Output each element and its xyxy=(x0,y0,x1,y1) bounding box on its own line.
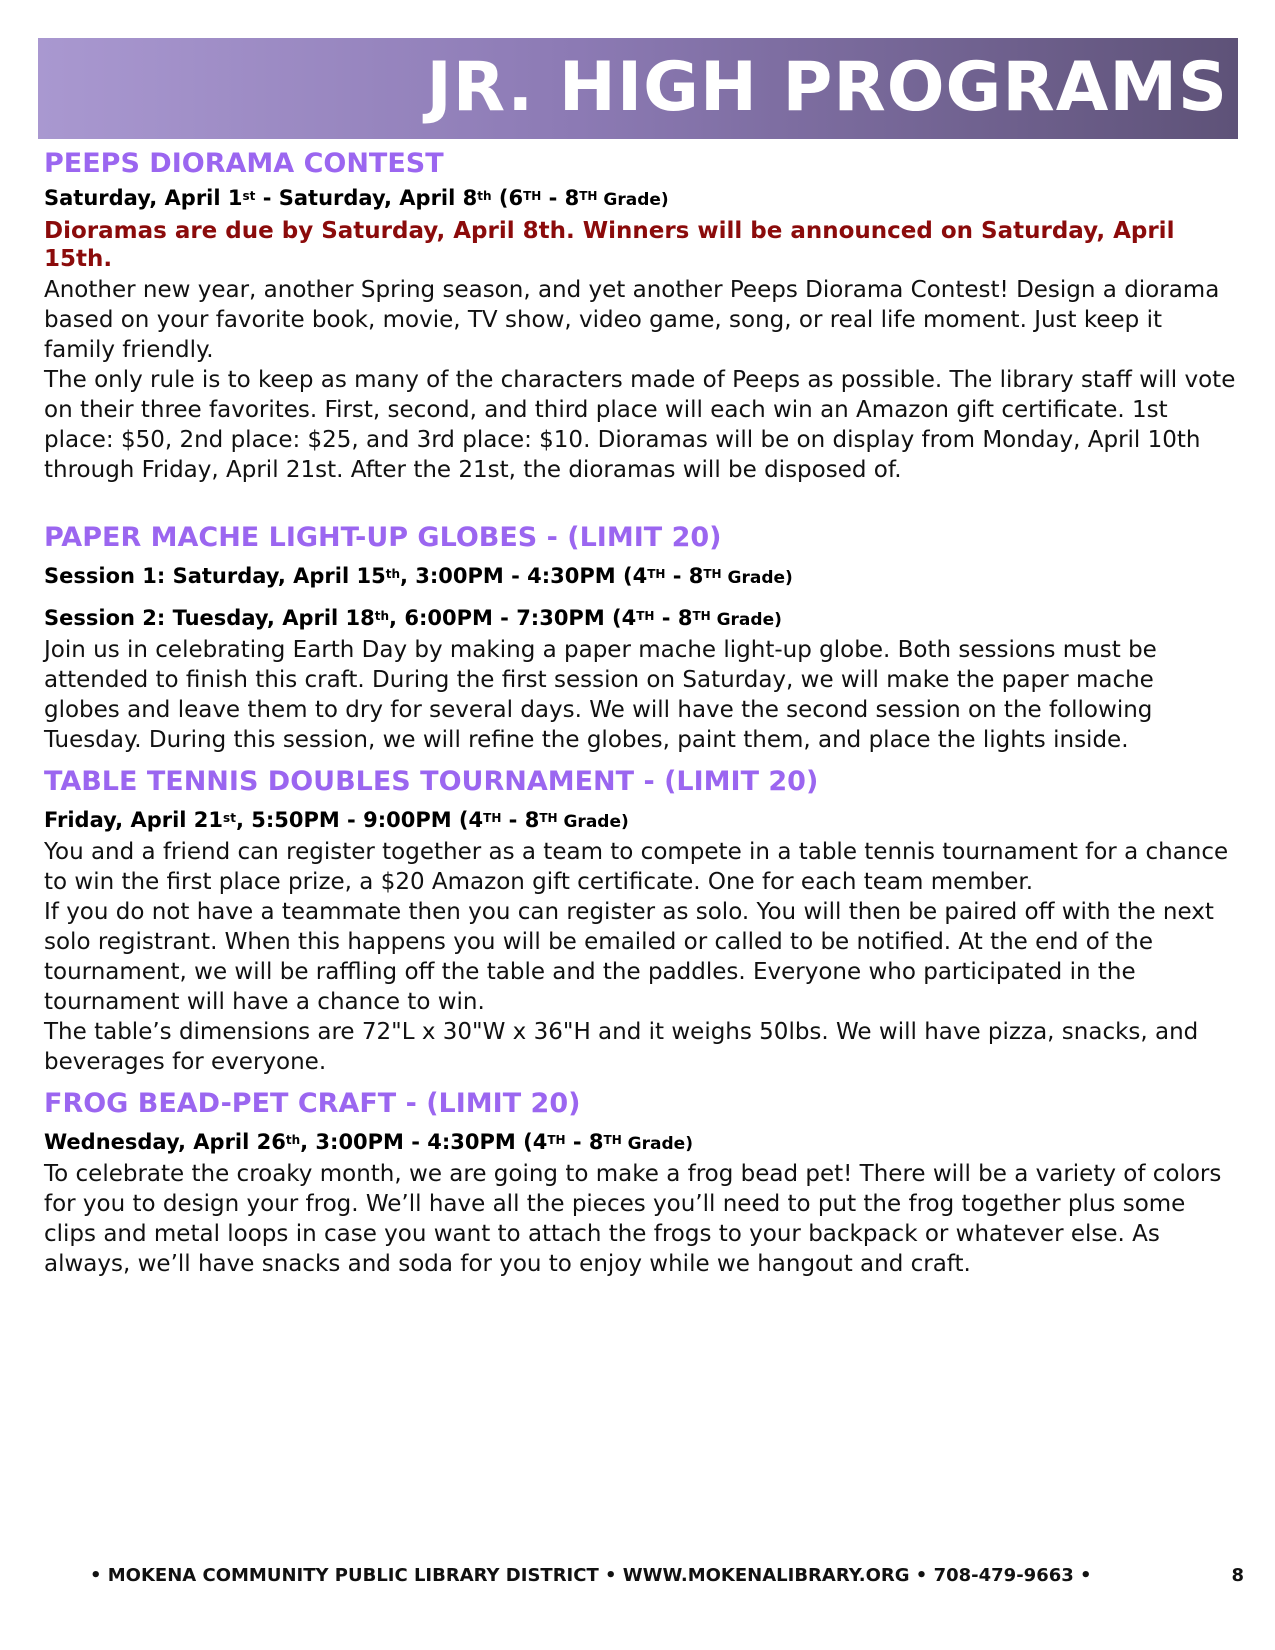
date-text: - Saturday, April 8 xyxy=(255,186,478,210)
header-banner xyxy=(38,38,1238,139)
date-text: Saturday, April 1 xyxy=(44,186,243,210)
section-table-tennis xyxy=(44,765,1236,1077)
date-text: , 3:00PM - 4:30PM (4 xyxy=(300,1130,548,1154)
section-dates xyxy=(44,805,1236,837)
date-sup: TH xyxy=(547,1133,566,1147)
section-title: TABLE TENNIS DOUBLES TOURNAMENT - (LIMIT 20) xyxy=(44,766,819,797)
date-text: Session 2: Tuesday, April 18 xyxy=(44,606,375,630)
section-paragraph: Another new year, another Spring season, and yet another Peeps Diorama Contest! Design a diorama based on your favorite book, movie, TV show, video game, song, or real life moment. Just keep it family friendly. xyxy=(44,277,1220,363)
date-sup: TH xyxy=(579,189,598,203)
date-text: Friday, April 21 xyxy=(44,808,224,832)
section-frog-bead-pet xyxy=(44,1087,1236,1279)
date-text: , 3:00PM - 4:30PM (4 xyxy=(399,564,648,588)
section-dates xyxy=(44,183,1236,215)
section-paragraph: The table’s dimensions are 72"L x 30"W x 36"H and it weighs 50lbs. We will have pizza, snacks, and beverages for everyone. xyxy=(44,1019,1199,1075)
date-sup: st xyxy=(223,811,236,825)
date-sup: TH xyxy=(523,189,542,203)
section-dates xyxy=(44,561,1236,593)
date-text: Grade) xyxy=(621,1134,693,1154)
section-title: PEEPS DIORAMA CONTEST xyxy=(44,148,444,179)
date-sup: st xyxy=(242,189,256,203)
date-text: , 6:00PM - 7:30PM (4 xyxy=(389,606,637,630)
date-text: Grade) xyxy=(557,812,629,832)
section-paragraph: To celebrate the croaky month, we are going to make a frog bead pet! There will be a variety of colors for you to design your frog. We’ll have all the pieces you’ll need to put the frog together plus some clips and metal loops in case you want to attach the frogs to your backpack or whatever else. As always, we’ll have snacks and soda for you to enjoy while we hangout and craft. xyxy=(44,1161,1222,1277)
date-sup: TH xyxy=(692,609,711,623)
section-paragraph: Join us in celebrating Earth Day by making a paper mache light-up globe. Both sessions must be attended to finish this craft. During the first session on Saturday, we will make the paper mache globes and leave them to dry for several days. We will have the second session on the following Tuesday. During this session, we will refine the globes, paint them, and place the lights inside. xyxy=(44,637,1157,753)
section-peeps-diorama xyxy=(44,147,1236,485)
date-sup: th xyxy=(385,567,400,581)
section-title: FROG BEAD-PET CRAFT - (LIMIT 20) xyxy=(44,1088,581,1119)
date-text: Grade) xyxy=(597,190,669,210)
date-text: , 5:50PM - 9:00PM (4 xyxy=(235,808,484,832)
date-sup: TH xyxy=(483,811,502,825)
date-text: Grade) xyxy=(721,568,793,588)
date-text: Session 1: Saturday, April 15 xyxy=(44,564,386,588)
date-sup: TH xyxy=(647,567,666,581)
date-sup: TH xyxy=(539,811,558,825)
date-sup: th xyxy=(374,609,390,623)
date-text: Grade) xyxy=(710,610,782,630)
date-text: - 8 xyxy=(665,564,704,588)
section-dates xyxy=(44,603,1236,635)
footer-text: • MOKENA COMMUNITY PUBLIC LIBRARY DISTRICT • WWW.MOKENALIBRARY.ORG • 708-479-9663 • xyxy=(90,1565,1092,1586)
date-text: - 8 xyxy=(654,606,693,630)
date-sup: th xyxy=(477,189,492,203)
date-text: - 8 xyxy=(541,186,580,210)
date-sup: TH xyxy=(636,609,655,623)
section-dates xyxy=(44,1127,1236,1159)
page-title: JR. HIGH PROGRAMS xyxy=(426,48,1228,127)
section-paragraph: If you do not have a teammate then you can register as solo. You will then be paired off with the next solo registrant. When this happens you will be emailed or called to be notified. At the end of the tournament, we will be raffling off the table and the paddles. Everyone who participated in the tournament will have a chance to win. xyxy=(44,899,1214,1015)
date-text: (6 xyxy=(491,186,524,210)
date-sup: TH xyxy=(603,1133,622,1147)
date-sup: TH xyxy=(703,567,722,581)
section-paper-mache-globes xyxy=(44,521,1236,755)
date-sup: th xyxy=(285,1133,301,1147)
section-paragraph: You and a friend can register together as a team to compete in a table tennis tournament for a chance to win the first place prize, a $20 Amazon gift certificate. One for each team member. xyxy=(44,839,1229,895)
page-number: 8 xyxy=(1231,1565,1244,1586)
section-title: PAPER MACHE LIGHT-UP GLOBES - (LIMIT 20) xyxy=(44,522,722,553)
section-paragraph: The only rule is to keep as many of the characters made of Peeps as possible. The library staff will vote on their three favorites. First, second, and third place will each win an Amazon gift certificate. 1st place: $50, 2nd place: $25, and 3rd place: $10. Dioramas will be on display from Monday, April 10th through Friday, April 21st. After the 21st, the dioramas will be disposed of. xyxy=(44,367,1236,483)
date-text: Wednesday, April 26 xyxy=(44,1130,286,1154)
date-text: - 8 xyxy=(565,1130,604,1154)
date-text: - 8 xyxy=(501,808,540,832)
section-notice: Dioramas are due by Saturday, April 8th. Winners will be announced on Saturday, April 15th. xyxy=(44,218,1175,272)
main-content xyxy=(44,147,1236,1279)
